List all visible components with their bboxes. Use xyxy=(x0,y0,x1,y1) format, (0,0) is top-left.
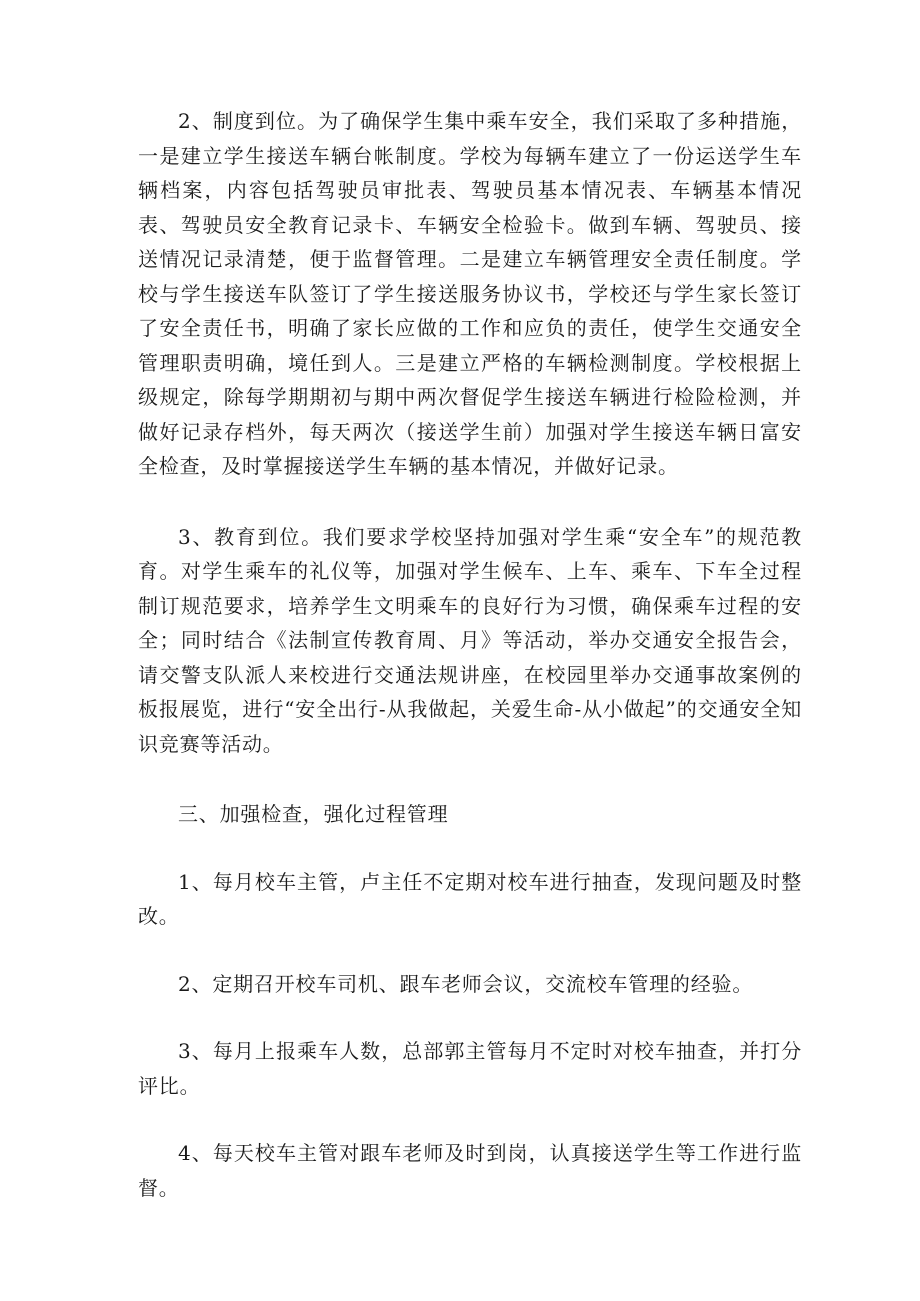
list-item: 2、定期召开校车司机、跟车老师会议，交流校车管理的经验。 xyxy=(178,971,754,996)
document-body xyxy=(138,104,802,1205)
paragraph-institutional-measures: 2、制度到位。为了确保学生集中乘车安全，我们采取了多种措施，一是建立学生接送车辆台帐制度。学校为每辆车建立了一份运送学生车辆档案，内容包括驾驶员审批表、驾驶员基本情况表、车辆基本情况表、驾驶员安全教育记录卡、车辆安全检验卡。做到车辆、驾驶员、接送情况记录清楚，便于监督管理。二是建立车辆管理安全责任制度。学校与学生接送车队签订了学生接送服务协议书，学校还与学生家长签订了安全责任书，明确了家长应做的工作和应负的责任，使学生交通安全管理职责明确，境任到人。三是建立严格的车辆检测制度。学校根据上级规定，除每学期期初与期中两次督促学生接送车辆进行检险检测，并做好记录存档外，每天两次（接送学生前）加强对学生接送车辆日富安全检查，及时掌握接送学生车辆的基本情况，并做好记录。 xyxy=(138,109,802,478)
list-item: 3、每月上报乘车人数，总部郭主管每月不定时对校车抽查，并打分评比。 xyxy=(138,1039,802,1098)
section-heading: 三、加强检查，强化过程管理 xyxy=(178,802,449,826)
paragraph-education-measures: 3、教育到位。我们要求学校坚持加强对学生乘“安全车”的规范教育。对学生乘车的礼仪等，加强对学生候车、上车、乘车、下车全过程制订规范要求，培养学生文明乘车的良好行为习惯，确保乘车过程的安全；同时结合《法制宣传教育周、月》等活动，举办交通安全报告会，请交警支队派人来校进行交通法规讲座，在校园里举办交通事故案例的板报展览，进行“安全出行-从我做起，关爱生命-从小做起”的交通安全知识竞赛等活动。 xyxy=(138,524,802,756)
list-item: 4、每天校车主管对跟车老师及时到岗，认真接送学生等工作进行监督。 xyxy=(138,1141,802,1200)
list-item: 1、每月校车主管，卢主任不定期对校车进行抽查，发现问题及时整改。 xyxy=(138,869,802,928)
